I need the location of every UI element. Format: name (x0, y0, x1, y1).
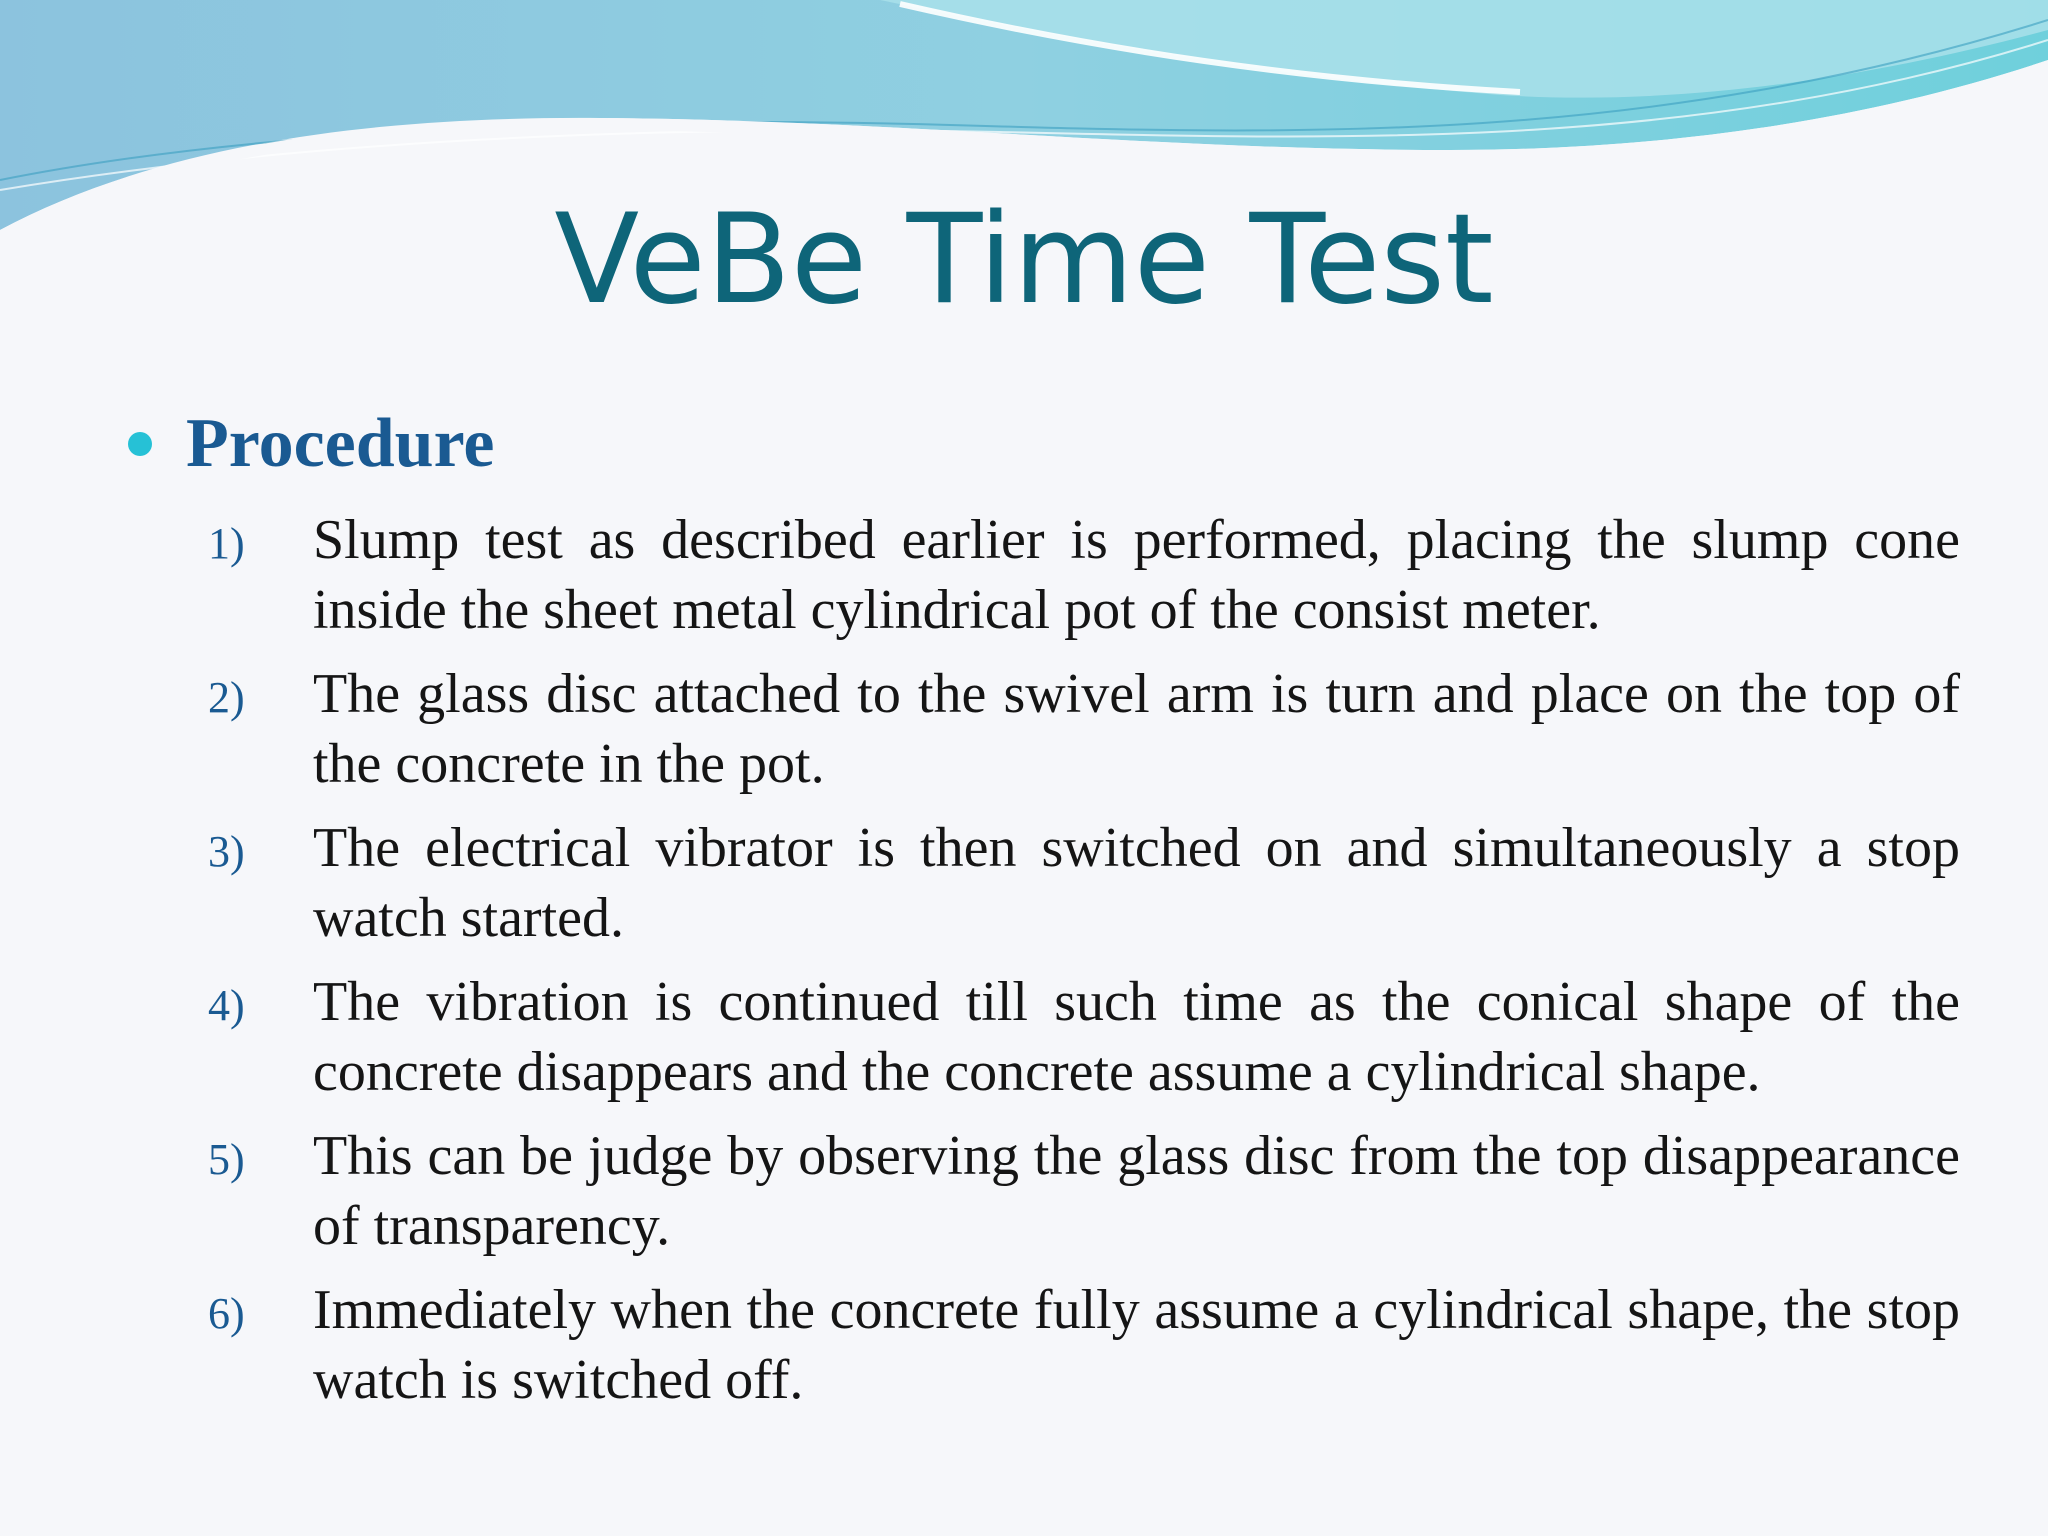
step-text: Slump test as described earlier is performed, placing the slump cone inside the sheet metal cylindrical pot of the consist meter. (313, 509, 1960, 641)
step-number: 4) (208, 981, 245, 1030)
procedure-heading (128, 402, 494, 486)
step-number: 6) (208, 1289, 245, 1338)
step-text: Immediately when the concrete fully assume a cylindrical shape, the stop watch is switched off. (313, 1279, 1960, 1411)
list-item (208, 505, 1960, 645)
step-number: 1) (208, 519, 245, 568)
step-text: The electrical vibrator is then switched on and simultaneously a stop watch started. (313, 817, 1960, 949)
list-item (208, 1275, 1960, 1415)
step-number: 3) (208, 827, 245, 876)
procedure-steps-list (208, 505, 1960, 1429)
list-item (208, 659, 1960, 799)
step-text: The glass disc attached to the swivel arm is turn and place on the top of the concrete in the pot. (313, 663, 1960, 795)
list-item (208, 967, 1960, 1107)
step-number: 5) (208, 1135, 245, 1184)
step-text: The vibration is continued till such time as the conical shape of the concrete disappears and the concrete assume a cylindrical shape. (313, 971, 1960, 1103)
bullet-icon (128, 432, 152, 456)
step-number: 2) (208, 673, 245, 722)
list-item (208, 813, 1960, 953)
section-label: Procedure (186, 405, 495, 482)
slide-title: VeBe Time Test (554, 188, 1494, 332)
step-text: This can be judge by observing the glass disc from the top disappearance of transparency. (313, 1125, 1960, 1257)
list-item (208, 1121, 1960, 1261)
